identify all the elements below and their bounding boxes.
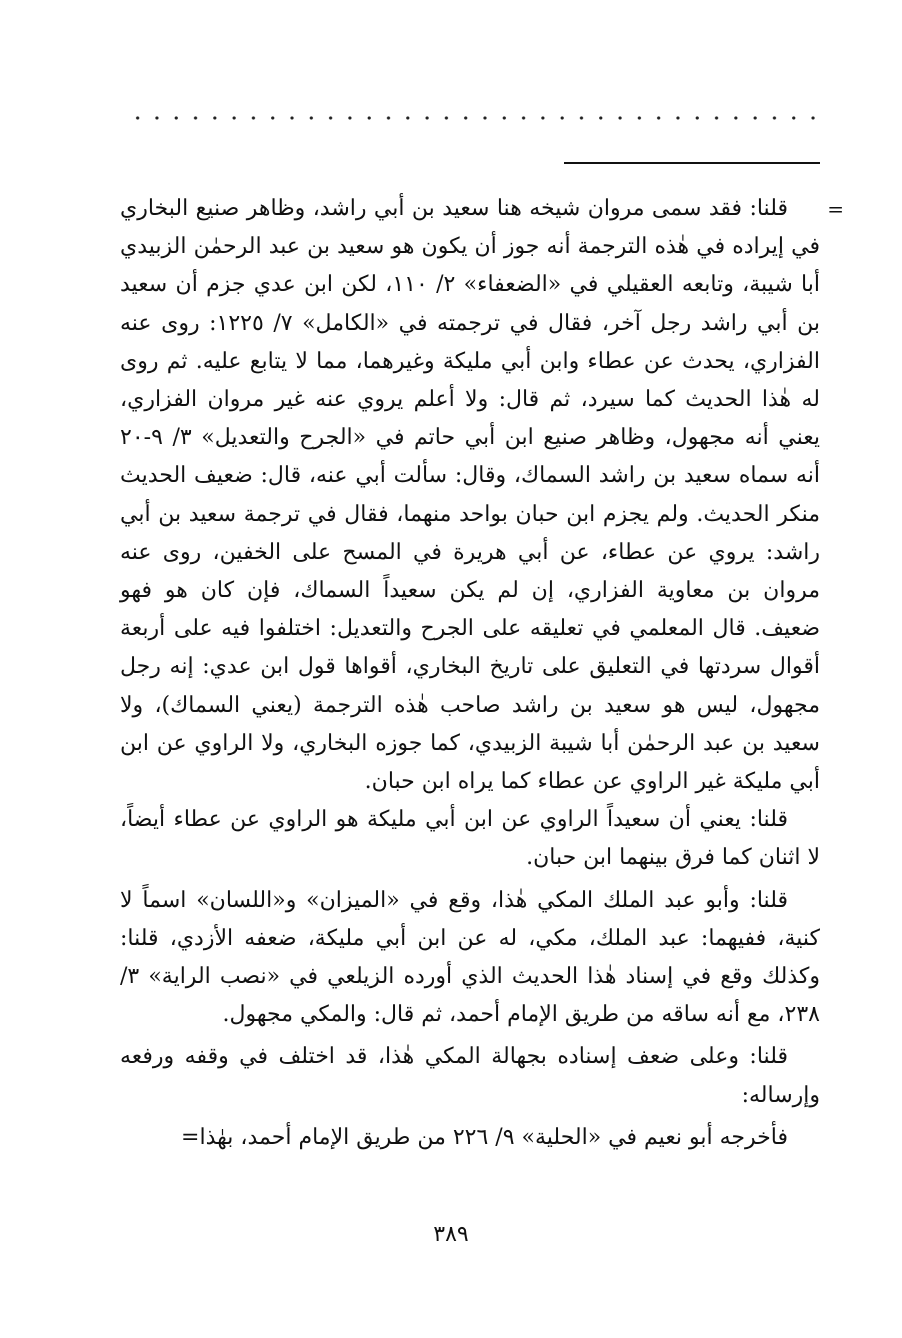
footnote-paragraph-5: فأخرجه أبو نعيم في «الحلية» ٩/ ٢٢٦ من طريق الإمام أحمد، بهٰذا=	[181, 1124, 788, 1150]
footnote-paragraph-1: قلنا: فقد سمى مروان شيخه هنا سعيد بن أبي راشد، وظاهر صنيع البخاري في إيراده في هٰذه الترجمة أنه جوز أن يكون هو سعيد بن عبد الرحمٰن الزبيدي أبا شيبة، وتابعه العقيلي في «الضعفاء» ٢/ ١١٠، لكن ابن عدي جزم أن سعيد بن أبي راشد رجل آخر، فقال في ترجمته في «الكامل» ٧/ ١٢٢٥: روى عنه الفزاري، يحدث عن عطاء وابن أبي مليكة وغيرهما، مما لا يتابع عليه. ثم روى له هٰذا الحديث كما سيرد، ثم قال: ولا أعلم يروي عنه غير مروان الفزاري، يعني أنه مجهول، وظاهر صنيع ابن أبي حاتم في «الجرح والتعديل» ٣/ ٩-٢٠ أنه سماه سعيد بن راشد السماك، وقال: سألت أبي عنه، قال: ضعيف الحديث منكر الحديث. ولم يجزم ابن حبان بواحد منهما، فقال في ترجمة سعيد بن أبي راشد: يروي عن عطاء، عن أبي هريرة في المسح على الخفين، روى عنه مروان بن معاوية الفزاري، إن لم يكن سعيداً السماك، فإن كان هو فهو ضعيف. قال المعلمي في تعليقه على الجرح والتعديل: اختلفوا فيه على أربعة أقوال سردتها في التعليق على تاريخ البخاري، أقواها قول ابن عدي: إنه رجل مجهول، ليس هو سعيد بن راشد صاحب هٰذه الترجمة (يعني السماك)، ولا سعيد بن عبد الرحمٰن أبا شيبة الزبيدي، كما جوزه البخاري، ولا الراوي عن ابن أبي مليكة غير الراوي عن عطاء كما يراه ابن حبان.	[120, 196, 821, 795]
footnote-paragraph-3: قلنا: وأبو عبد الملك المكي هٰذا، وقع في «الميزان» و«اللسان» اسماً لا كنية، ففيهما: عبد الملك، مكي، له عن ابن أبي مليكة، ضعفه الأزدي، قلنا: وكذلك وقع في إسناد هٰذا الحديث الذي أورده الزيلعي في «نصب الراية» ٣/ ٢٣٨، مع أنه ساقه من طريق الإمام أحمد، ثم قال: والمكي مجهول.	[120, 887, 820, 1028]
dotted-separator	[128, 112, 822, 124]
page-number: ٣٨٩	[433, 1222, 469, 1247]
footnote-paragraph-2: قلنا: يعني أن سعيداً الراوي عن ابن أبي مليكة هو الراوي عن عطاء أيضاً، لا اثنان كما فرق بينهما ابن حبان.	[120, 807, 820, 871]
continuation-mark: =	[827, 197, 844, 221]
footnote-body	[120, 190, 844, 1157]
footnote-rule	[564, 162, 820, 164]
footnote-paragraph-4: قلنا: وعلى ضعف إسناده بجهالة المكي هٰذا، قد اختلف في وقفه ورفعه وإرساله:	[120, 1044, 820, 1108]
